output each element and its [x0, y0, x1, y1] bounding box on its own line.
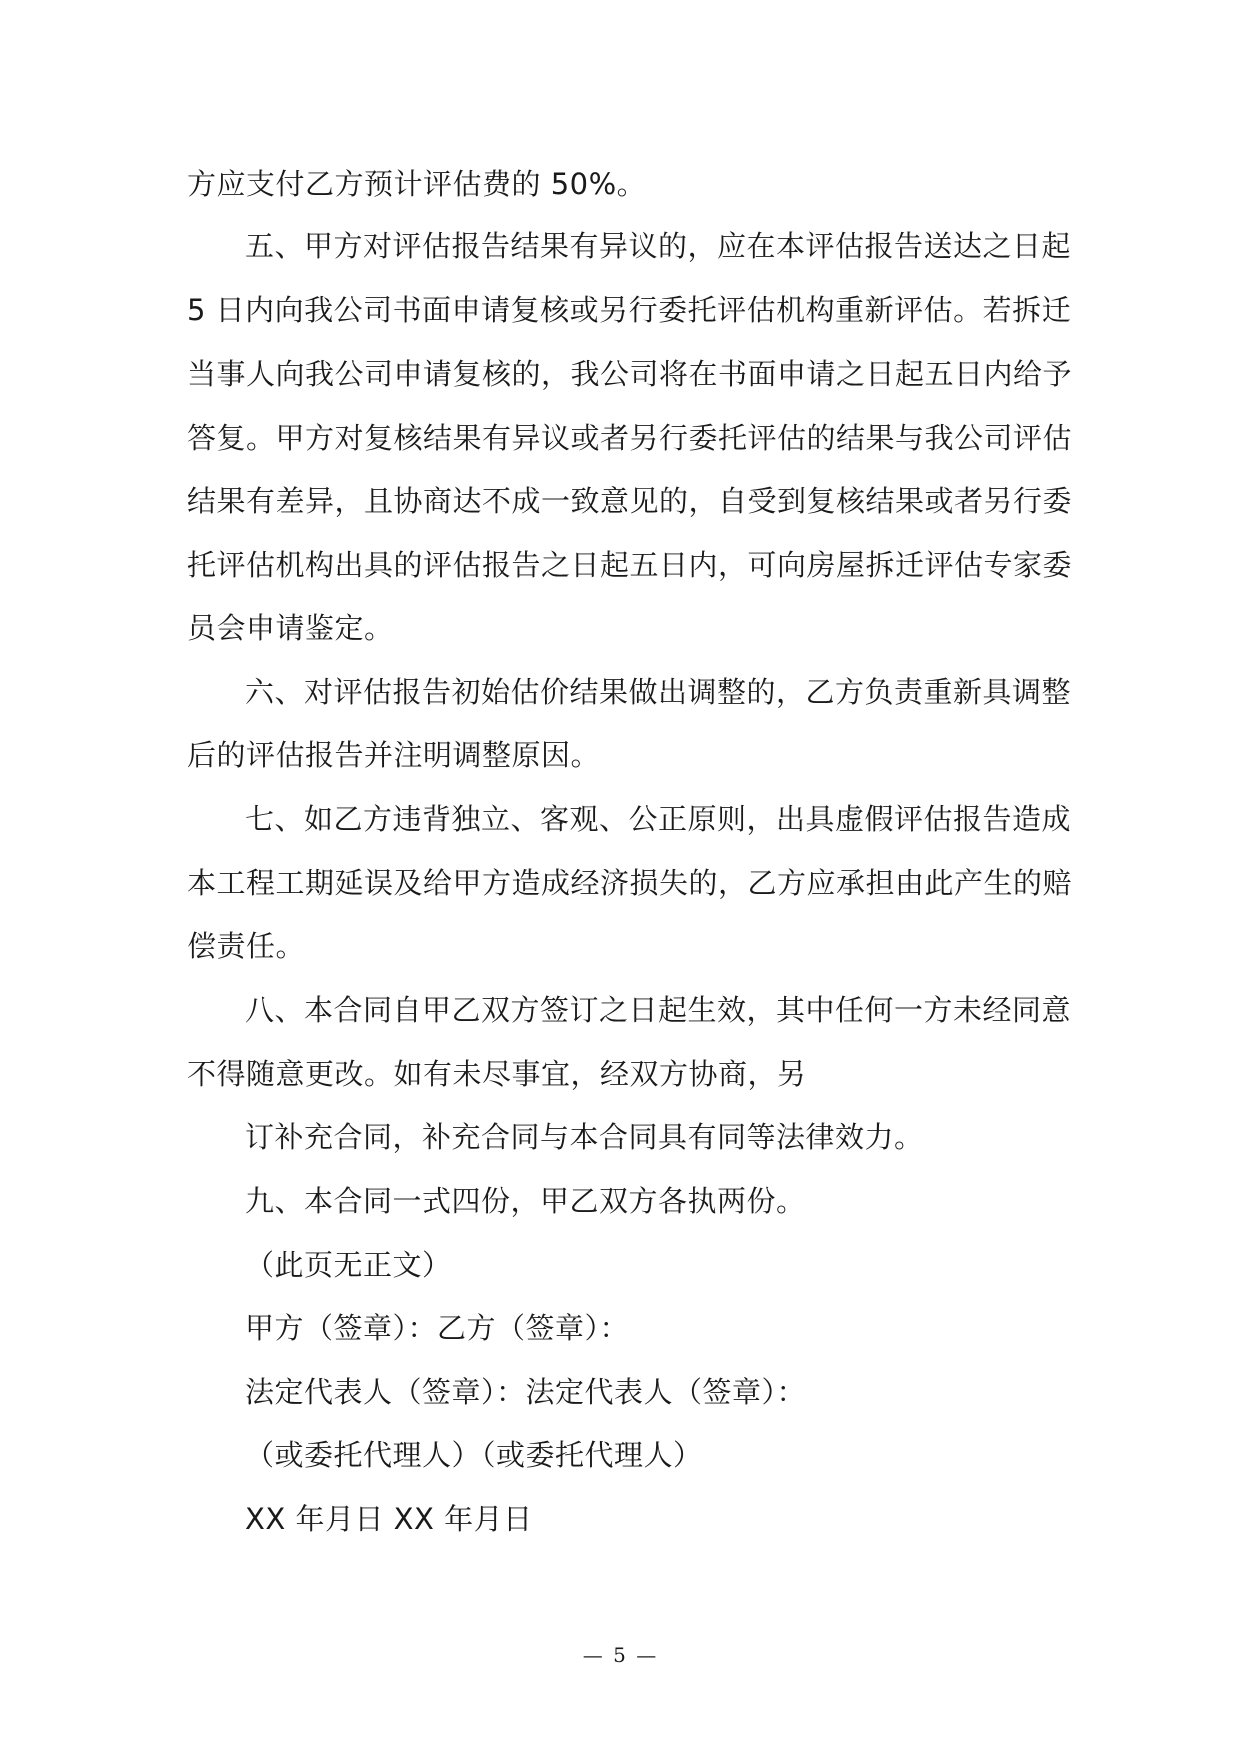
clause-7-line-1: 七、如乙方违背独立、客观、公正原则，出具虚假评估报告造成: [245, 802, 1072, 836]
text-line-continuation: 方应支付乙方预计评估费的 50%。: [187, 167, 647, 201]
clause-5-line-5: 结果有差异，且协商达不成一致意见的，自受到复核结果或者另行委: [187, 484, 1073, 518]
signature-dates: XX 年月日 XX 年月日: [245, 1502, 533, 1536]
clause-8-line-1: 八、本合同自甲乙双方签订之日起生效，其中任何一方未经同意: [245, 993, 1072, 1027]
clause-7-line-2: 本工程工期延误及给甲方造成经济损失的，乙方应承担由此产生的赔: [187, 866, 1073, 900]
clause-8-line-3: 订补充合同，补充合同与本合同具有同等法律效力。: [245, 1120, 924, 1154]
clause-5-line-7: 员会申请鉴定。: [187, 611, 394, 645]
clause-9: 九、本合同一式四份，甲乙双方各执两份。: [245, 1184, 806, 1218]
signature-legal-representatives: 法定代表人（签章）：法定代表人（签章）：: [245, 1375, 807, 1409]
clause-5-line-2: 5 日内向我公司书面申请复核或另行委托评估机构重新评估。若拆迁: [187, 293, 1072, 327]
clause-5-line-3: 当事人向我公司申请复核的，我公司将在书面申请之日起五日内给予: [187, 357, 1073, 391]
no-text-note: （此页无正文）: [245, 1248, 452, 1282]
signature-agents: （或委托代理人）（或委托代理人）: [245, 1438, 703, 1472]
clause-8-line-2: 不得随意更改。如有未尽事宜，经双方协商，另: [187, 1057, 807, 1091]
page-number: — 5 —: [582, 1643, 659, 1667]
clause-6-line-1: 六、对评估报告初始估价结果做出调整的，乙方负责重新具调整: [245, 675, 1072, 709]
clause-7-line-3: 偿责任。: [187, 929, 306, 963]
clause-5-line-1: 五、甲方对评估报告结果有异议的，应在本评估报告送达之日起: [245, 229, 1072, 263]
clause-5-line-6: 托评估机构出具的评估报告之日起五日内，可向房屋拆迁评估专家委: [187, 548, 1073, 582]
clause-5-line-4: 答复。甲方对复核结果有异议或者另行委托评估的结果与我公司评估: [187, 421, 1073, 455]
signature-parties: 甲方（签章）：乙方（签章）：: [245, 1311, 630, 1345]
clause-6-line-2: 后的评估报告并注明调整原因。: [187, 738, 601, 772]
